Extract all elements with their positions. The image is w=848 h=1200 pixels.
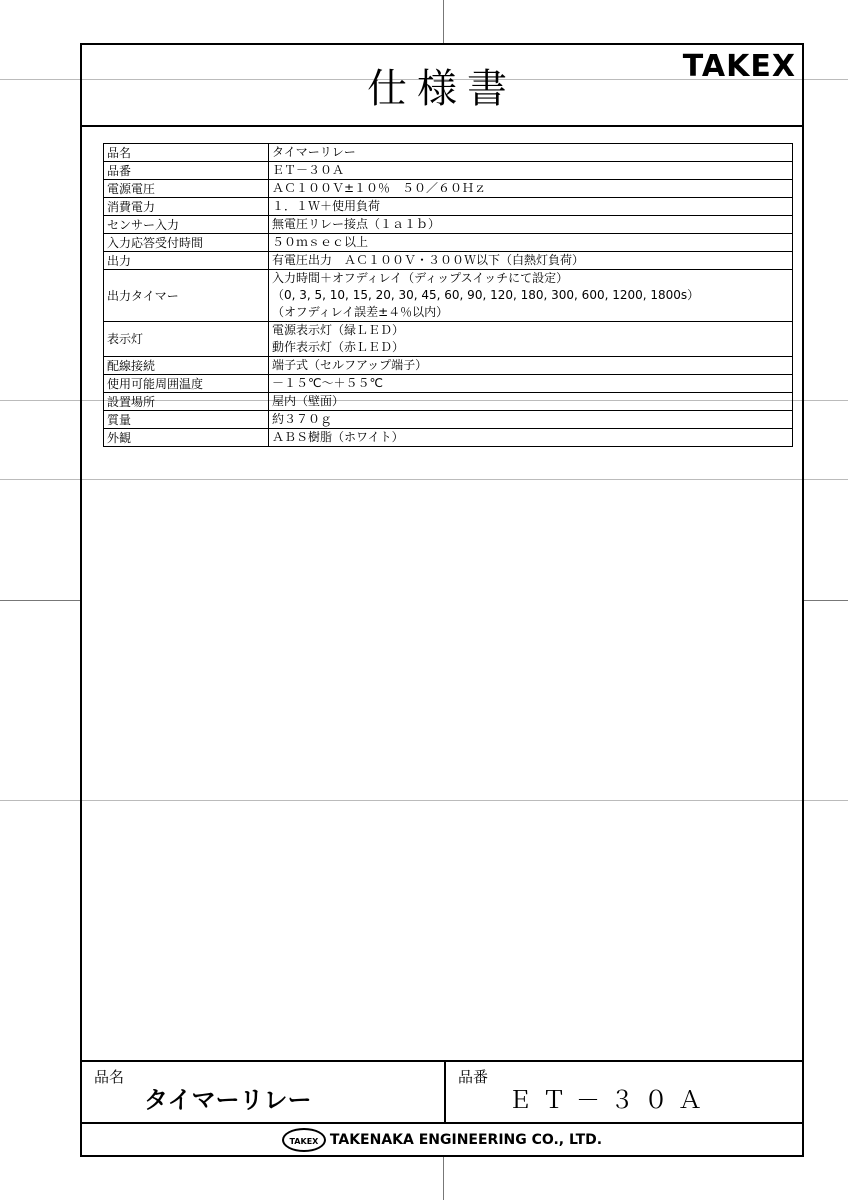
product-footer [82,1060,802,1124]
spec-key: 外観 [104,429,269,447]
spec-value [269,144,793,162]
spec-row [104,180,793,198]
spec-row [104,270,793,322]
spec-row [104,411,793,429]
spec-key: 品名 [104,144,269,162]
spec-row [104,429,793,447]
product-name-value: タイマーリレー [144,1086,312,1114]
spec-key: 表示灯 [104,322,269,357]
spec-value [269,234,793,252]
spec-value-line: （0, 3, 5, 10, 15, 20, 30, 45, 60, 90, 120, 180, 300, 600, 1200, 1800s） [272,288,700,302]
spec-value [269,393,793,411]
spec-row [104,162,793,180]
spec-value-line: １．１Ｗ＋使用負荷 [272,199,381,213]
spec-row [104,198,793,216]
spec-value [269,357,793,375]
spec-value-line: ＥＴ－３０Ａ [272,163,345,177]
spec-value [269,429,793,447]
company-name: TAKENAKA ENGINEERING CO., LTD. [329,1131,603,1148]
registration-mark-bottom [443,1157,444,1200]
spec-key: 入力応答受付時間 [104,234,269,252]
spec-row [104,252,793,270]
spec-key: 配線接続 [104,357,269,375]
spec-value-line: 約３７０ｇ [272,412,333,426]
spec-value-line: ＡＢＳ樹脂（ホワイト） [272,430,404,444]
spec-value-line: 電源表示灯（緑ＬＥＤ） [272,323,405,337]
company-logo-icon: TAKEX [282,1128,326,1152]
brand-logo: TAKEX [682,49,796,84]
product-name-cell [82,1062,446,1122]
spec-key: 消費電力 [104,198,269,216]
product-name-label: 品名 [94,1068,125,1086]
spec-value-line: ＡＣ１００Ｖ±１０％ ５０／６０Ｈｚ [272,181,487,195]
spec-table [103,143,793,447]
spec-value [269,162,793,180]
spec-value-line: （オフディレイ誤差±４％以内） [272,305,449,319]
spec-value-line: タイマーリレー [272,145,356,159]
spec-value [269,216,793,234]
spec-value-line: 屋内（壁面） [272,394,345,408]
spec-sheet-frame [80,43,804,1157]
spec-value [269,180,793,198]
company-footer [82,1122,802,1157]
spec-value [269,411,793,429]
spec-value [269,322,793,357]
spec-value-line: 端子式（セルフアップ端子） [272,358,428,372]
spec-value [269,252,793,270]
spec-row [104,144,793,162]
spec-value-line: 無電圧リレー接点（１ａ１ｂ） [272,217,441,231]
spec-key: 質量 [104,411,269,429]
spec-value-line: 有電圧出力 ＡＣ１００Ｖ・３００Ｗ以下（白熱灯負荷） [272,253,585,267]
title-area [82,45,802,127]
spec-key: 出力 [104,252,269,270]
registration-mark-right [804,600,848,601]
spec-row [104,357,793,375]
product-number-cell [446,1062,802,1122]
spec-value-line: 入力時間＋オフディレイ（ディップスイッチにて設定） [272,271,569,285]
spec-row [104,393,793,411]
page-title: 仕様書 [367,66,517,112]
spec-row [104,375,793,393]
spec-key: 設置場所 [104,393,269,411]
spec-key: 品番 [104,162,269,180]
product-number-label: 品番 [458,1068,489,1086]
registration-mark-top [443,0,444,43]
spec-key: 出力タイマー [104,270,269,322]
spec-value-line: －１５℃～＋５５℃ [272,376,383,390]
spec-row [104,234,793,252]
spec-value [269,198,793,216]
spec-value-line: 動作表示灯（赤ＬＥＤ） [272,340,405,354]
product-number-value: ＥＴ－３０Ａ [508,1086,712,1114]
spec-row [104,322,793,357]
spec-value-line: ５０ｍｓｅｃ以上 [272,235,369,249]
registration-mark-left [0,600,80,601]
spec-key: センサー入力 [104,216,269,234]
spec-value [269,270,793,322]
spec-value [269,375,793,393]
spec-key: 使用可能周囲温度 [104,375,269,393]
spec-row [104,216,793,234]
spec-key: 電源電圧 [104,180,269,198]
